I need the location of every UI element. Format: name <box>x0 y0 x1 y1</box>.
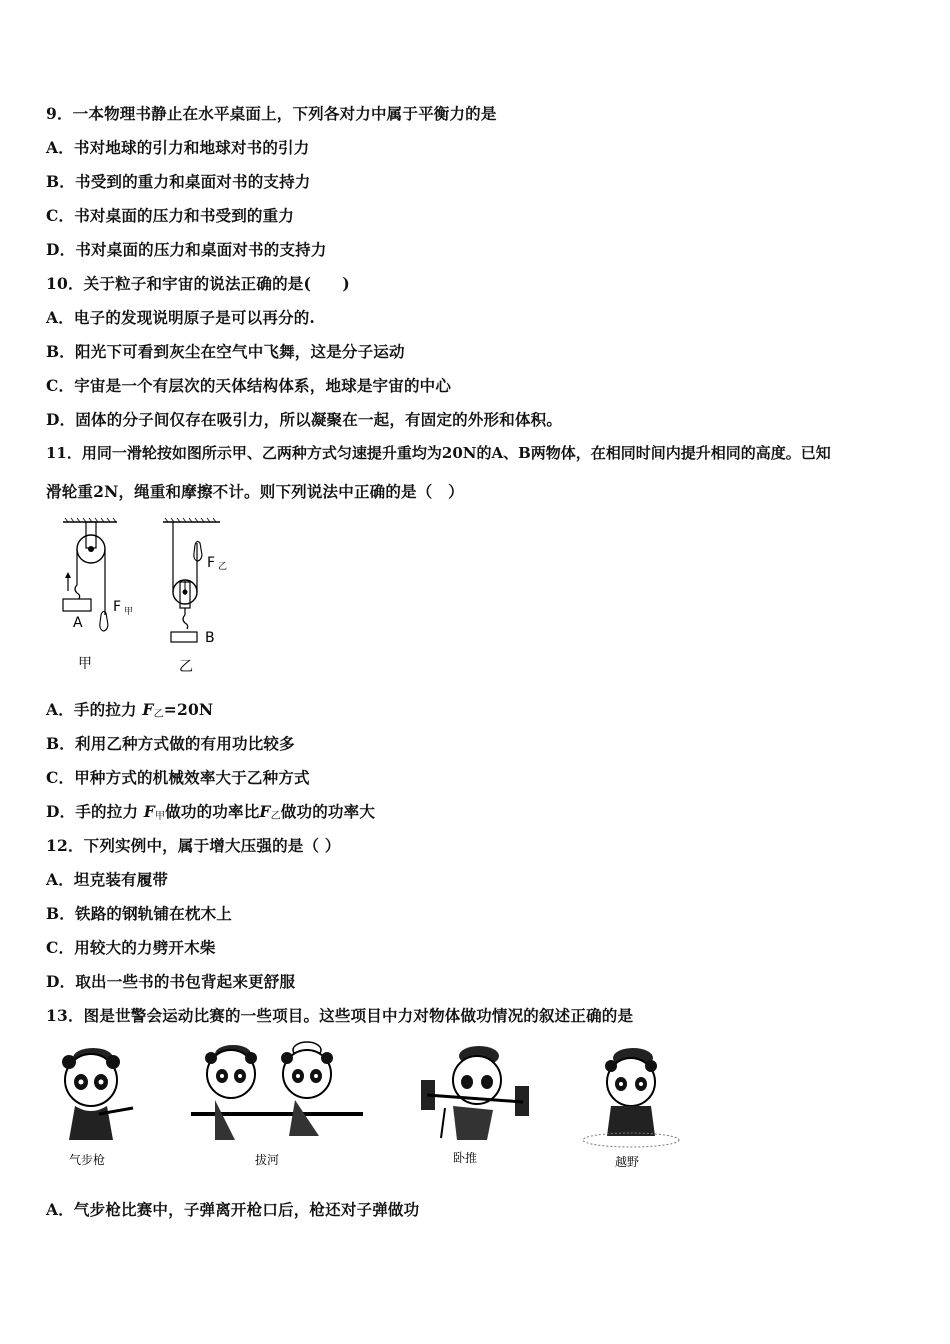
q10-option-b: B．阳光下可看到灰尘在空气中飞舞，这是分子运动 <box>46 342 405 361</box>
q10-option-d: D．固体的分子间仅存在吸引力，所以凝聚在一起，有固定的外形和体积。 <box>46 410 563 429</box>
panda-bench-press-illustration <box>421 1046 529 1140</box>
sports-figure <box>55 1040 695 1180</box>
pulley-figure <box>55 515 255 680</box>
q11-option-d-force2: F <box>259 802 271 821</box>
panda-tug-of-war-illustration <box>191 1042 363 1140</box>
q12-stem: 12．下列实例中，属于增大压强的是（ ） <box>46 836 341 855</box>
figure-label-yi: 乙 <box>179 659 193 675</box>
q11-option-b: B．利用乙种方式做的有用功比较多 <box>46 734 295 753</box>
q10-option-a: A．电子的发现说明原子是可以再分的. <box>46 308 316 327</box>
q11-option-d-prefix: D．手的拉力 <box>46 802 139 821</box>
force-jia-label: F <box>113 599 122 615</box>
force-yi-sub: 乙 <box>218 562 228 572</box>
q11-option-a-prefix: A．手的拉力 <box>46 700 137 719</box>
caption-bench-press: 卧推 <box>453 1151 478 1165</box>
q11-stem-line2: 滑轮重2N，绳重和摩擦不计。则下列说法中正确的是（ ） <box>46 482 464 501</box>
panda-air-rifle-illustration <box>62 1048 133 1140</box>
object-a-label: A <box>73 615 83 631</box>
q12-option-c: C．用较大的力劈开木柴 <box>46 938 216 957</box>
panda-cross-country-illustration <box>583 1048 679 1147</box>
caption-air-rifle: 气步枪 <box>69 1153 106 1167</box>
q9-option-b: B．书受到的重力和桌面对书的支持力 <box>46 172 311 191</box>
q12-option-d: D．取出一些书的书包背起来更舒服 <box>46 972 296 991</box>
q11-option-c: C．甲种方式的机械效率大于乙种方式 <box>46 768 310 787</box>
q11-option-a-force: F <box>142 700 154 719</box>
q13-option-a: A．气步枪比赛中，子弹离开枪口后，枪还对子弹做功 <box>46 1200 420 1219</box>
sports-illustrations <box>55 1040 695 1180</box>
q9-option-d: D．书对桌面的压力和桌面对书的支持力 <box>46 240 327 259</box>
q10-option-c: C．宇宙是一个有层次的天体结构体系，地球是宇宙的中心 <box>46 376 452 395</box>
q11-option-a-suffix: =20N <box>163 700 214 719</box>
q9-stem: 9．一本物理书静止在水平桌面上，下列各对力中属于平衡力的是 <box>46 104 497 123</box>
force-jia-sub: 甲 <box>124 607 134 617</box>
q11-option-d-suffix: 做功的功率大 <box>280 802 376 821</box>
force-yi-label: F <box>207 555 216 571</box>
q11-option-a <box>46 698 213 720</box>
q11-option-a-sub: 乙 <box>153 709 164 720</box>
q12-option-a: A．坦克装有履带 <box>46 870 169 889</box>
q11-option-d <box>46 800 375 822</box>
q11-option-d-sub2: 乙 <box>270 811 281 822</box>
figure-label-jia: 甲 <box>78 656 92 672</box>
pulley-diagram <box>55 515 255 680</box>
q13-stem: 13．图是世警会运动比赛的一些项目。这些项目中力对物体做功情况的叙述正确的是 <box>46 1006 634 1025</box>
q11-option-d-sub1: 甲 <box>154 811 166 822</box>
caption-tug-of-war: 拔河 <box>255 1153 280 1167</box>
q10-stem: 10．关于粒子和宇宙的说法正确的是( ) <box>46 274 350 293</box>
q11-stem-line1: 11．用同一滑轮按如图所示甲、乙两种方式匀速提升重均为20N的A、B两物体，在相同时间内提升相同的高度。已知 <box>46 444 831 462</box>
object-b-label: B <box>205 630 215 646</box>
caption-cross-country: 越野 <box>615 1155 640 1169</box>
q9-option-c: C．书对桌面的压力和书受到的重力 <box>46 206 295 225</box>
q11-option-d-force1: F <box>143 802 155 821</box>
q12-option-b: B．铁路的钢轨铺在枕木上 <box>46 904 233 923</box>
q11-option-d-mid: 做功的功率比 <box>165 802 260 821</box>
q9-option-a: A．书对地球的引力和地球对书的引力 <box>46 138 310 157</box>
